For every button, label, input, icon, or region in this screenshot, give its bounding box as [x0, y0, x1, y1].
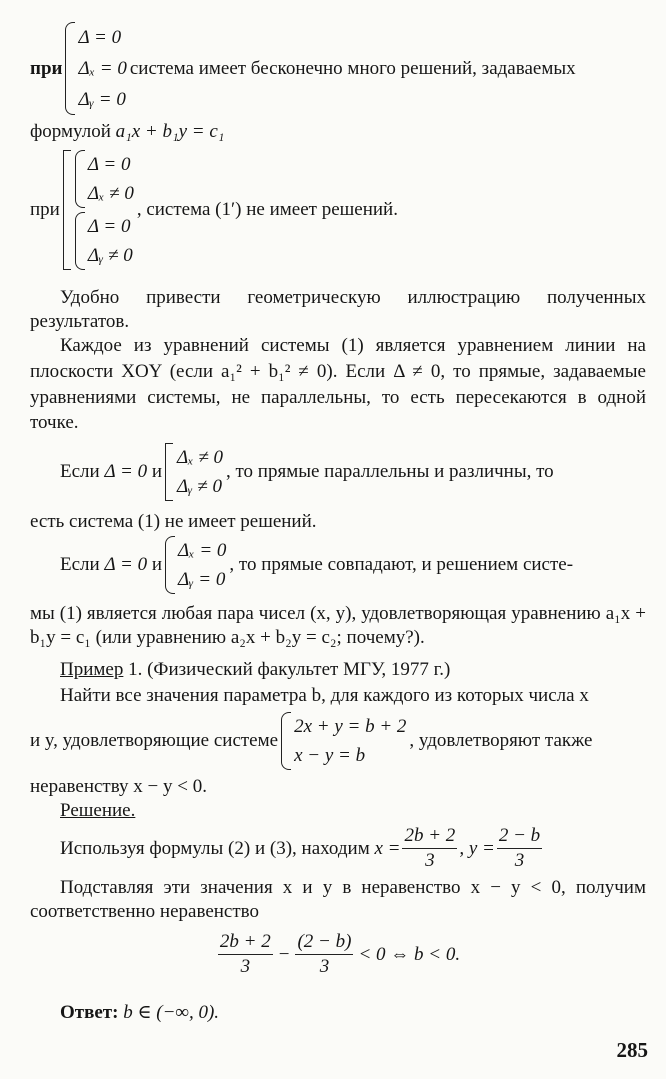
- case-coincide: Если Δ = 0 и Δₓ = 0 Δᵧ = 0 , то прямые совпадают, и решением систе-: [30, 536, 646, 594]
- x-fraction: $\frac{2b + 2}{3}$: [404, 825, 456, 871]
- solution-heading: Решение.: [60, 800, 136, 821]
- fraction-1: $\frac{2b + 2}{3}$: [219, 931, 271, 977]
- case-parallel: Если Δ = 0 и Δₓ ≠ 0 Δᵧ ≠ 0 , то прямые параллельны и различны, то: [30, 443, 646, 501]
- condition-infinite-solutions: [30, 22, 646, 115]
- paragraph-1: Удобно привести геометрическую иллюстрацию полученных результатов.: [30, 287, 646, 332]
- solution-formulas: Используя формулы (2) и (3), находим x = $\frac{2b + 2}{3}$ , y = $\frac{2 - b}{3}$: [60, 825, 541, 871]
- no-solution-text: , система (1′) не имеет решений.: [136, 199, 398, 221]
- answer: Ответ: b ∈ (−∞, 0).: [60, 1002, 220, 1023]
- fraction-2: $\frac{(2 - b)}{3}$: [297, 931, 352, 977]
- eq-delta-y: Δᵧ = 0: [78, 89, 126, 110]
- formula: a₁x + b₁y = c₁: [115, 121, 225, 142]
- g1-eq1: Δ = 0: [87, 154, 131, 175]
- square-bracket: [63, 150, 71, 270]
- page-number: 285: [616, 1038, 648, 1062]
- pri-word-2: при: [30, 199, 60, 221]
- case-coincide-cont: мы (1) является любая пара чисел (x, y), удовлетворяющая уравнению a₁x + b₁y = c₁ (или уравнению a₂x + b₂y = c₂; почему?).: [30, 603, 646, 648]
- curly-brace: [65, 22, 75, 115]
- eq-delta: Δ = 0: [78, 27, 122, 48]
- pri-word: при: [30, 57, 63, 79]
- paragraph-2: Каждое из уравнений системы (1) является уравнением линии на плоскости XOY (если a₁² + b₁² ≠ 0). Если Δ ≠ 0, то прямые, задаваемые уравнениями системы, не параллельны, то есть пересекаются в одной точке.: [30, 335, 646, 434]
- g1-eq2: Δₓ ≠ 0: [87, 183, 134, 204]
- formula-line: [30, 120, 646, 144]
- formula-word: формулой: [30, 121, 111, 142]
- final-inequality: $\frac{2b + 2}{3}$ − $\frac{(2 - b)}{3}$ < 0 ⇔ b < 0.: [219, 931, 461, 977]
- example-system-line: и y, удовлетворяющие системе 2x + y = b + 2 x − y = b , удовлетворяют также: [30, 712, 646, 770]
- square-bracket-case1: Δₓ ≠ 0 Δᵧ ≠ 0: [165, 443, 223, 501]
- square-bracket-system: [63, 150, 134, 270]
- case-parallel-cont: есть система (1) не имеет решений.: [30, 511, 317, 532]
- system-brace-1: [65, 22, 126, 115]
- curly-brace-example: 2x + y = b + 2 x − y = b: [281, 712, 406, 770]
- example-inequality: неравенству x − y < 0.: [30, 776, 207, 797]
- condition-no-solutions: [30, 150, 646, 270]
- example-task: Найти все значения параметра b, для каждого из которых числа x: [60, 685, 589, 706]
- example-heading: Пример 1. (Физический факультет МГУ, 1977 г.): [60, 659, 451, 680]
- curly-brace-case2: Δₓ = 0 Δᵧ = 0: [165, 536, 226, 594]
- g2-eq1: Δ = 0: [87, 216, 131, 237]
- g2-eq2: Δᵧ ≠ 0: [87, 245, 133, 266]
- infinite-text: система имеет бесконечно много решений, задаваемых: [129, 57, 576, 79]
- substitution-text: Подставляя эти значения x и y в неравенство x − y < 0, получим соответственно неравенство: [30, 877, 646, 922]
- eq-delta-x: Δₓ = 0: [78, 58, 127, 79]
- y-fraction: $\frac{2 - b}{3}$: [498, 825, 541, 871]
